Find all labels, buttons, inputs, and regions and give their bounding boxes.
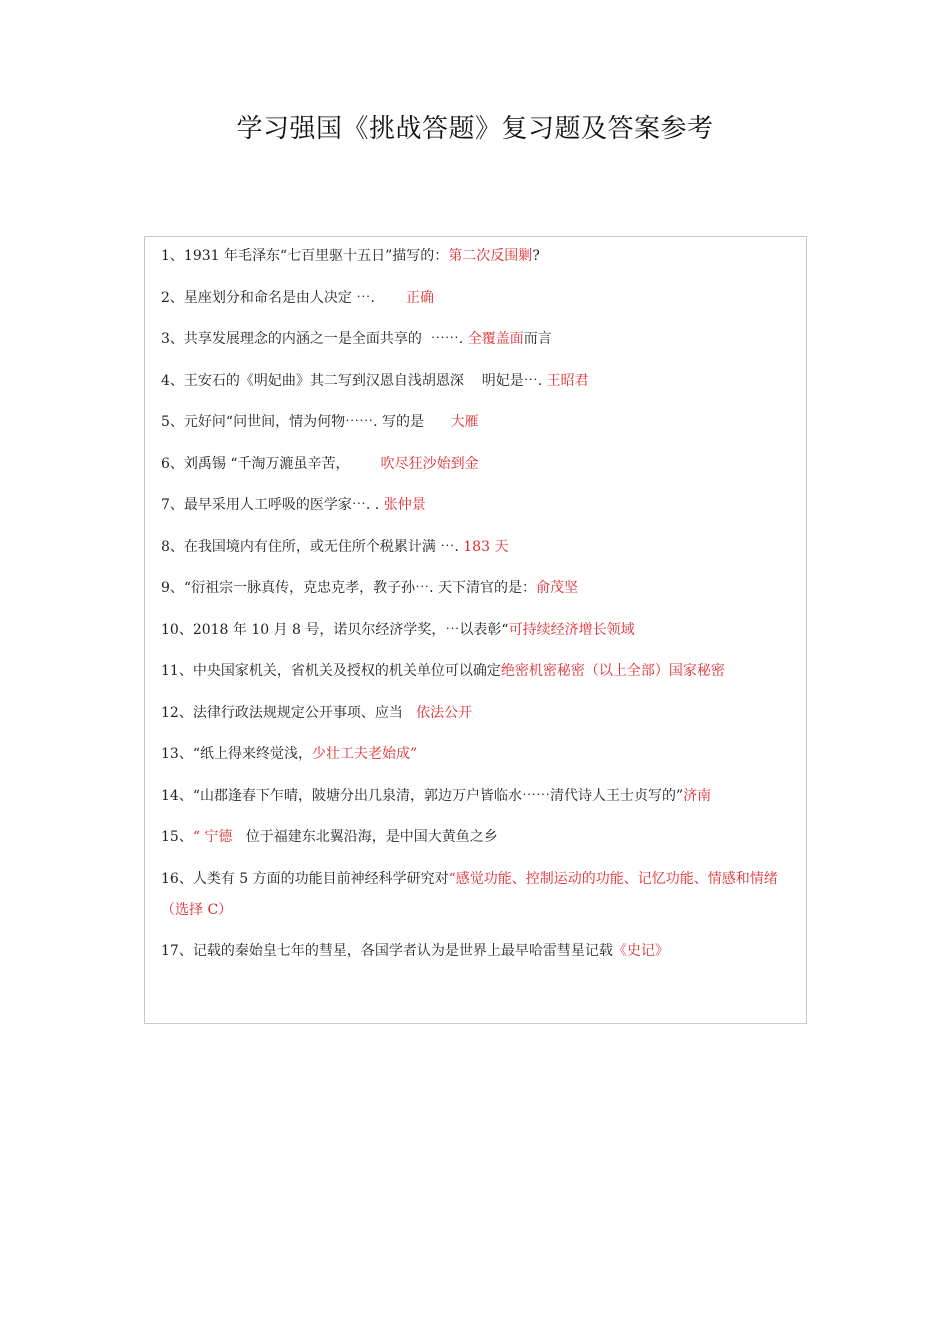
answer-text: 济南	[683, 787, 712, 804]
answer-text: 张仲景	[383, 497, 426, 513]
qa-item-16	[161, 864, 801, 926]
question-text: 8、在我国境内有住所，或无住所个税累计满 ⋯.	[161, 538, 464, 555]
qa-item-7	[161, 490, 801, 521]
qa-item-4	[161, 366, 801, 397]
qa-item-15	[161, 822, 801, 853]
question-text: 3、共享发展理念的内涵之一是全面共享的 ⋯⋯.	[161, 331, 468, 347]
question-text: 17、记载的秦始皇七年的彗星，各国学者认为是世界上最早哈雷彗星记载	[161, 943, 613, 959]
answer-text: 正确	[405, 289, 434, 306]
question-text: 5、元好问“问世间，情为何物⋯⋯. 写的是	[161, 414, 451, 430]
answer-text: 《史记》	[612, 943, 669, 959]
question-text: 4、王安石的《明妃曲》其二写到汉恩自浅胡恩深 明妃是⋯.	[161, 372, 547, 389]
page-title: 学习强国《挑战答题》复习题及答案参考	[236, 114, 714, 144]
question-tail: ?	[532, 248, 540, 264]
qa-list	[161, 241, 801, 978]
answer-text: 依法公开	[416, 704, 473, 721]
qa-item-9	[161, 573, 801, 604]
qa-item-13	[161, 739, 801, 770]
qa-item-8	[161, 532, 801, 563]
answer-text: 大雁	[450, 414, 479, 430]
qa-item-1	[161, 241, 801, 272]
qa-item-12	[161, 698, 801, 729]
question-text: 1、1931 年毛泽东“七百里驱十五日”描写的：	[161, 248, 449, 264]
answer-text: 王昭君	[546, 372, 589, 389]
question-text: 12、法律行政法规规定公开事项、应当	[161, 704, 417, 721]
qa-box	[144, 236, 807, 1024]
answer-text: “ 宁德	[192, 829, 233, 845]
qa-item-3	[161, 324, 801, 355]
question-text: 7、最早采用人工呼吸的医学家⋯. .	[161, 497, 384, 513]
question-text: 14、“山郡逢春下乍晴，陂塘分出几泉清，郭边万户皆临水⋯⋯清代诗人王士贞写的”	[161, 787, 684, 804]
question-text: 16、人类有 5 方面的功能目前神经科学研究对	[161, 870, 449, 887]
answer-text: 全覆盖面	[467, 331, 524, 347]
question-text: 13、“纸上得来终觉浅，	[161, 746, 312, 762]
qa-item-6	[161, 449, 801, 480]
question-text: 2、星座划分和命名是由人决定 ⋯.	[161, 289, 406, 306]
qa-item-2	[161, 283, 801, 314]
question-text: 9、“衍祖宗一脉真传，克忠克孝，教子孙⋯. 天下清官的是：	[161, 580, 536, 596]
question-tail: 而言	[523, 331, 552, 347]
answer-text: “感觉功能、控制运动的功能、记忆功能、情感和情绪（选择 C）	[161, 870, 778, 918]
answer-text: 俞茂坚	[535, 580, 578, 596]
answer-text: 吹尽狂沙始到金	[380, 455, 479, 472]
answer-text: 第二次反围剿	[448, 248, 533, 264]
question-text: 11、中央国家机关，省机关及授权的机关单位可以确定	[161, 663, 501, 679]
question-text: 15、	[161, 829, 193, 845]
qa-item-14	[161, 781, 801, 812]
answer-text: 可持续经济增长领域	[508, 621, 635, 638]
question-text: 6、刘禹锡 “千淘万漉虽辛苦，	[161, 455, 381, 472]
answer-text: 183 天	[463, 538, 509, 555]
question-text: 10、2018 年 10 月 8 号，诺贝尔经济学奖，⋯以表彰“	[161, 621, 509, 638]
answer-text: 绝密机密秘密（以上全部）国家秘密	[500, 663, 725, 679]
answer-text: 少壮工夫老始成”	[311, 746, 418, 762]
qa-item-17	[161, 936, 801, 967]
qa-item-10	[161, 615, 801, 646]
qa-item-11	[161, 656, 801, 687]
qa-item-5	[161, 407, 801, 438]
question-tail: 位于福建东北翼沿海，是中国大黄鱼之乡	[232, 829, 498, 845]
